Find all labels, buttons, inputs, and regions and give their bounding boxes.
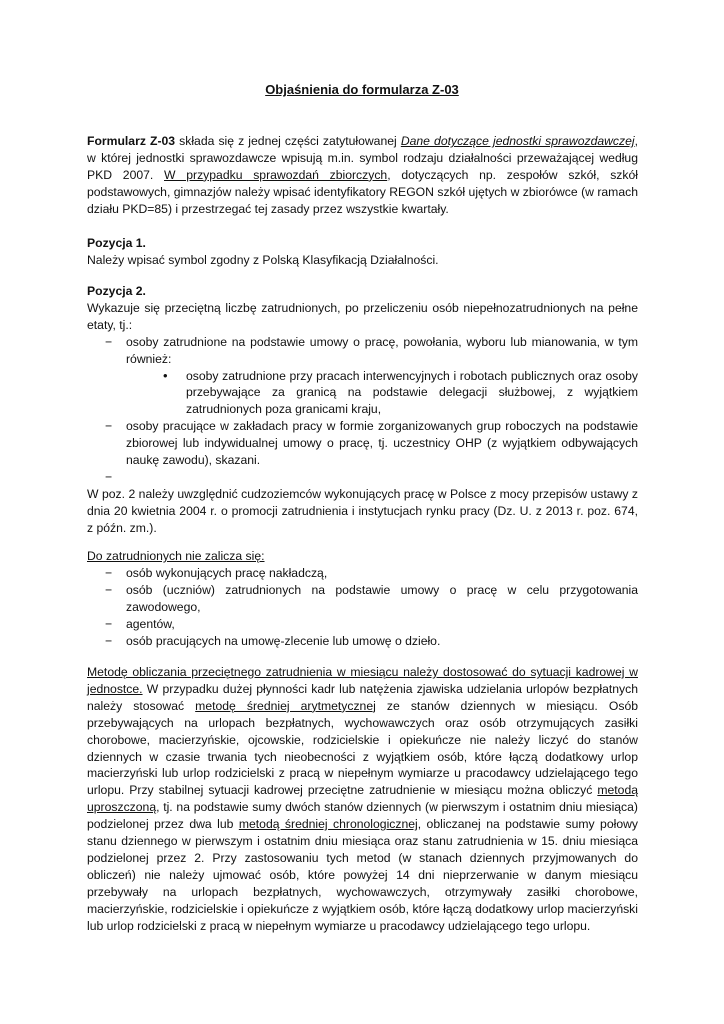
method-text-4: , obliczanej na podstawie sumy połowy stanu dziennego w pierwszym i ostatnim dniu miesiąca oraz stanu zatrudnienia w 15. dniu miesiąca podzielonej przez 2. Przy zastosowaniu tych metod (w stanach dziennych przyjmowanych do obliczeń) nie należy ujmować osób, które powyżej 14 dni nieprzerwanie w danym miesiącu przebywały na urlopach bezpłatnych, wychowawczych, otrzymywały zasiłki chorobowe, macierzyńskie, rodzicielskie i opiekuńcze z wyjątkiem osób, które łączą dodatkowy urlop macierzyński lub urlop rodzicielski z pracą w niepełnym wymiarze u pracodawcy udzielającego tego urlopu. [87, 817, 638, 933]
dash-marker: − [105, 334, 113, 349]
pozycja-1-text: Należy wpisać symbol zgodny z Polską Klasyfikacją Działalności. [87, 252, 439, 267]
arithmetic-mean-method: metodę średniej arytmetycznej [195, 698, 376, 713]
pozycja-2-section [87, 283, 638, 537]
list-item-text: osób (uczniów) zatrudnionych na podstawie umowy o pracę w celu przygotowania zawodowego, [126, 582, 638, 614]
method-text-3: , tj. na podstawie sumy dwóch stanów dziennych (w pierwszym i ostatnim dniu miesiąca) podzielonej przez dwa lub [87, 800, 638, 832]
dash-marker: − [105, 469, 113, 484]
section-name: Dane dotyczące jednostki sprawozdawczej [400, 134, 635, 148]
list-item [87, 633, 638, 650]
dash-marker: − [105, 582, 113, 597]
list-item-text: osób wykonujących pracę nakładczą, [126, 565, 328, 580]
intro-paragraph [87, 133, 638, 218]
pozycja-1-heading: Pozycja 1. [87, 236, 146, 250]
pozycja-2-heading: Pozycja 2. [87, 284, 146, 298]
form-name: Formularz Z-03 [87, 134, 176, 148]
dash-marker: − [105, 616, 113, 631]
collective-reports-phrase: W przypadku sprawozdań zbiorczych [164, 167, 388, 182]
list-item-empty [87, 469, 638, 486]
list-item-text: agentów, [126, 616, 175, 631]
pozycja-2-text: Wykazuje się przeciętną liczbę zatrudnionych, po przeliczeniu osób niepełnozatrudnionych na pełne etaty, tj.: [87, 300, 638, 332]
pozycja-2-note: W poz. 2 należy uwzględnić cudzoziemców wykonujących pracę w Polsce z mocy przepisów ustawy z dnia 20 kwietnia 2004 r. o promocji zatrudnienia i instytucjach rynku pracy (Dz. U. z 2013 r. poz. 674, z późn. zm.). [87, 486, 638, 535]
list-item-text: osoby zatrudnione na podstawie umowy o pracę, powołania, wyboru lub mianowania, w tym również: [126, 334, 638, 366]
excluded-section [87, 548, 638, 649]
list-item [87, 418, 638, 469]
dash-marker: − [105, 419, 113, 434]
list-item-text: osób pracujących na umowę-zlecenie lub umowę o dzieło. [126, 633, 441, 648]
dash-marker: − [105, 565, 113, 580]
intro-text-1: składa się z jednej części zatytułowanej [175, 134, 401, 148]
intro-text-2: , w której jednostki sprawozdawcze wpisują m.in. symbol rodzaju działalności przeważającej według PKD 2007. [87, 134, 638, 182]
sub-list-item [87, 368, 638, 419]
dash-marker: − [105, 633, 113, 648]
list-item [87, 582, 638, 616]
simplified-method: metodą uproszczoną [87, 783, 638, 815]
intro-text-3: , dotyczących np. zespołów szkół, szkół podstawowych, gimnazjów należy wpisać identyfikatory REGON szkół ujętych w zbiorówce (w ramach działu PKD=85) i przestrzegać tej zasady przez wszystkie kwartały. [87, 167, 638, 216]
list-item-text: osoby pracujące w zakładach pracy w formie zorganizowanych grup roboczych na podstawie zbiorowej lub indywidualnej umowy o pracę, tj. uczestnicy OHP (z wyjątkiem odbywających naukę zawodu), skazani. [126, 419, 638, 468]
pozycja-1-section [87, 235, 638, 269]
sub-list-item-text: osoby zatrudnione przy pracach interwencyjnych i robotach publicznych oraz osoby przebywające za granicą na podstawie delegacji służbowej, z wyjątkiem zatrudnionych poza granicami kraju, [186, 368, 638, 417]
bullet-marker: • [163, 367, 168, 383]
method-text-2: ze stanów dziennych w miesiącu. Osób przebywających na urlopach bezpłatnych, wychowawczych oraz osób otrzymujących zasiłki chorobowe, macierzyńskie, ojcowskie, rodzicielskie i opiekuńcze nie należy liczyć do stanów dziennych w czasie trwania tych nieobecności z wyjątkiem osób, które łączą dodatkowy urlop macierzyński lub urlop rodzicielski z pracą w niepełnym wymiarze u pracodawcy udzielającego tego urlopu. Przy stabilnej sytuacji kadrowej przeciętne zatrudnienie w miesiącu można obliczyć [87, 698, 639, 798]
chronological-mean-method: metodą średniej chronologicznej [238, 817, 418, 832]
method-heading-phrase: Metodę obliczania przeciętnego zatrudnienia w miesiącu należy dostosować do sytuacji kadrowej w jednostce. [87, 665, 638, 696]
list-item [87, 616, 638, 633]
list-item [87, 334, 638, 368]
page-title: Objaśnienia do formularza Z-03 [265, 82, 459, 97]
method-text-1: W przypadku dużej płynności kadr lub natężenia zjawiska udzielania urlopów bezpłatnych należy stosować [87, 681, 638, 713]
method-paragraph [87, 664, 638, 935]
list-item [87, 565, 638, 582]
excluded-heading: Do zatrudnionych nie zalicza się: [87, 549, 265, 563]
